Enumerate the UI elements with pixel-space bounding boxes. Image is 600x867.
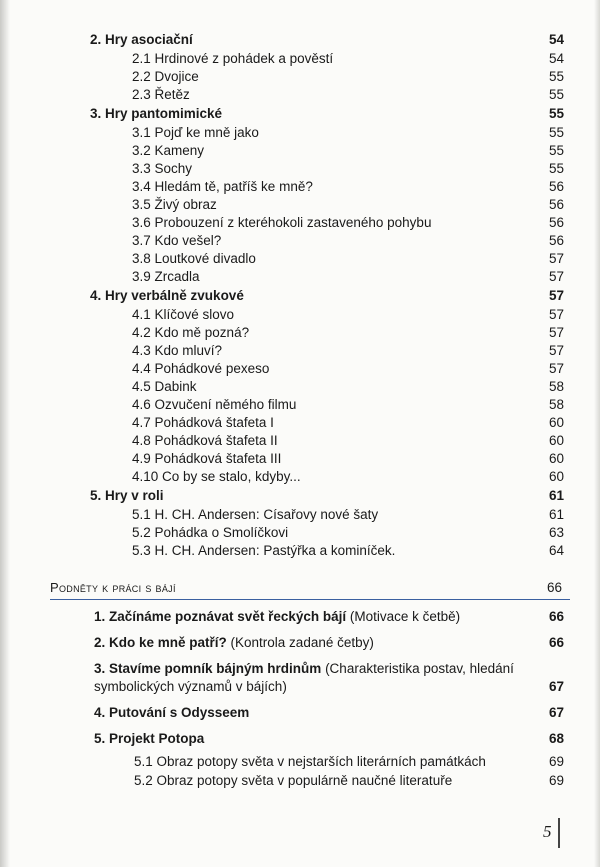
toc-entry-page: 61: [548, 507, 564, 522]
toc-entry-label: 4.6 Ozvučení němého filmu: [132, 397, 297, 412]
toc-subsection: [50, 468, 570, 486]
toc-entry-label: 3.1 Pojď ke mně jako: [132, 125, 259, 140]
toc-entry-label: 4.9 Pohádková štafeta III: [132, 451, 282, 466]
chapter-entry: [50, 704, 570, 722]
toc-section: [50, 104, 570, 124]
toc-subsection: [50, 342, 570, 360]
chapter-subentry: [50, 771, 570, 790]
chapter-entry-title: 3. Stavíme pomník bájným hrdinům: [94, 661, 322, 676]
chapter-subentry-label: 5.1 Obraz potopy světa v nejstarších literárních památkách: [134, 754, 486, 769]
page-edge-shadow: [594, 0, 600, 867]
toc-section: [50, 286, 570, 306]
toc-entry-page: 58: [548, 397, 564, 412]
toc-entry-label: 3.8 Loutkové divadlo: [132, 251, 256, 266]
toc-entry-label: 3.9 Zrcadla: [132, 269, 200, 284]
toc-entry-page: 60: [548, 451, 564, 466]
toc-entry-label: 3.6 Probouzení z kteréhokoli zastaveného pohybu: [132, 215, 432, 230]
toc-entry-label: 5.1 H. CH. Andersen: Císařovy nové šaty: [132, 507, 379, 522]
toc-entry-label: 4.4 Pohádkové pexeso: [132, 361, 270, 376]
toc-subsection: [50, 50, 570, 68]
chapter-entry: [50, 660, 570, 696]
chapter-entry-page: 66: [548, 609, 564, 624]
toc-subsection: [50, 196, 570, 214]
toc-entry-label: 5.2 Pohádka o Smolíčkovi: [132, 525, 289, 540]
toc-subsection: [50, 360, 570, 378]
toc-subsection: [50, 160, 570, 178]
page-gutter-shadow: [0, 0, 10, 867]
toc-entry-label: 2.2 Dvojice: [132, 69, 199, 84]
chapter-title: Podněty k práci s bájí: [50, 580, 176, 595]
chapter-entry-page: 68: [548, 731, 564, 746]
toc-entry-label: 5. Hry v roli: [90, 488, 164, 503]
toc-subsection: [50, 178, 570, 196]
toc-subsection: [50, 450, 570, 468]
toc-section: [50, 30, 570, 50]
toc-subsection: [50, 68, 570, 86]
chapter-entry-page: 67: [548, 679, 564, 694]
toc-entry-label: 5.3 H. CH. Andersen: Pastýřka a kominíček.: [132, 543, 396, 558]
toc-subsection: [50, 432, 570, 450]
toc-entry-label: 4.1 Klíčové slovo: [132, 307, 235, 322]
toc-entry-page: 57: [548, 343, 564, 358]
chapter-entry-page: 66: [548, 635, 564, 650]
toc-entry-page: 57: [548, 288, 564, 303]
toc-entry-label: 3. Hry pantomimické: [90, 106, 223, 121]
toc-entry-page: 55: [548, 87, 564, 102]
chapter-entry-note: (Motivace k četbě): [346, 609, 461, 624]
chapter-subentry-label: 5.2 Obraz potopy světa v populárně naučné literatuře: [134, 773, 453, 788]
toc-subsection: [50, 86, 570, 104]
chapter-entry: [50, 608, 570, 626]
chapter-subentry-page: 69: [548, 773, 564, 788]
toc-entry-page: 55: [548, 161, 564, 176]
chapter-entry-title: 4. Putování s Odysseem: [94, 705, 250, 720]
chapter-entry-title: 5. Projekt Potopa: [94, 731, 205, 746]
chapter-entry-note: (Charakteristika postav, hledání symbolických významů v bájích): [94, 661, 514, 694]
toc-entry-page: 57: [548, 269, 564, 284]
toc-entry-page: 55: [548, 143, 564, 158]
toc-subsection: [50, 396, 570, 414]
toc-entry-page: 61: [548, 488, 564, 503]
toc-subsection: [50, 124, 570, 142]
chapter-subentry-page: 69: [548, 754, 564, 769]
toc-entry-label: 4.8 Pohádková štafeta II: [132, 433, 278, 448]
toc-entry-label: 2. Hry asociační: [90, 32, 193, 47]
toc-entry-page: 57: [548, 361, 564, 376]
page-number: 5: [543, 822, 552, 841]
toc-entry-page: 57: [548, 251, 564, 266]
toc-entry-label: 4.7 Pohádková štafeta I: [132, 415, 274, 430]
toc-entry-page: 55: [548, 69, 564, 84]
chapter-entry-note: (Kontrola zadané četby): [226, 635, 374, 650]
toc-entry-page: 54: [548, 32, 564, 47]
toc-entry-page: 63: [548, 525, 564, 540]
toc-subsection: [50, 414, 570, 432]
chapter-entry-page: 67: [548, 705, 564, 720]
toc-entry-page: 60: [548, 469, 564, 484]
toc-entry-label: 4.2 Kdo mě pozná?: [132, 325, 250, 340]
toc-entry-label: 2.3 Řetěz: [132, 87, 190, 102]
toc-entry-label: 2.1 Hrdinové z pohádek a pověstí: [132, 51, 334, 66]
toc-entry-page: 58: [548, 379, 564, 394]
chapter-subentry: [50, 752, 570, 771]
toc-entry-page: 55: [548, 106, 564, 121]
toc-entry-label: 4.3 Kdo mluví?: [132, 343, 223, 358]
chapter-heading: [50, 578, 570, 600]
chapter-entries: [50, 608, 570, 790]
toc-entry-page: 55: [548, 125, 564, 140]
folio-rule: [558, 818, 560, 848]
toc-subsection: [50, 306, 570, 324]
chapter-entry: [50, 730, 570, 748]
toc-entry-label: 3.7 Kdo vešel?: [132, 233, 222, 248]
toc-subsection: [50, 542, 570, 560]
toc-entry-page: 56: [548, 215, 564, 230]
toc-subsection: [50, 324, 570, 342]
toc-subsection: [50, 142, 570, 160]
toc-entry-label: 3.2 Kameny: [132, 143, 205, 158]
toc-entry-page: 64: [548, 543, 564, 558]
chapter-entry-title: 2. Kdo ke mně patří?: [94, 635, 227, 650]
toc-entry-page: 57: [548, 307, 564, 322]
toc-subsection: [50, 524, 570, 542]
toc-subsection: [50, 268, 570, 286]
chapter-page-number: 66: [546, 580, 562, 595]
toc-subsection: [50, 232, 570, 250]
table-of-contents: [50, 30, 570, 560]
toc-subsection: [50, 250, 570, 268]
chapter-entry-title: 1. Začínáme poznávat svět řeckých bájí: [94, 609, 347, 624]
toc-entry-page: 56: [548, 197, 564, 212]
toc-entry-label: 3.5 Živý obraz: [132, 197, 217, 212]
toc-entry-page: 56: [548, 179, 564, 194]
toc-subsection: [50, 214, 570, 232]
toc-entry-page: 56: [548, 233, 564, 248]
toc-entry-page: 54: [548, 51, 564, 66]
toc-entry-page: 60: [548, 415, 564, 430]
toc-subsection: [50, 506, 570, 524]
toc-entry-label: 4. Hry verbálně zvukové: [90, 288, 244, 303]
chapter-entry: [50, 634, 570, 652]
toc-entry-page: 60: [548, 433, 564, 448]
toc-entry-label: 3.3 Sochy: [132, 161, 193, 176]
toc-entry-label: 4.10 Co by se stalo, kdyby...: [132, 469, 301, 484]
toc-section: [50, 486, 570, 506]
toc-subsection: [50, 378, 570, 396]
toc-entry-page: 57: [548, 325, 564, 340]
toc-entry-label: 4.5 Dabink: [132, 379, 197, 394]
toc-entry-label: 3.4 Hledám tě, patříš ke mně?: [132, 179, 313, 194]
